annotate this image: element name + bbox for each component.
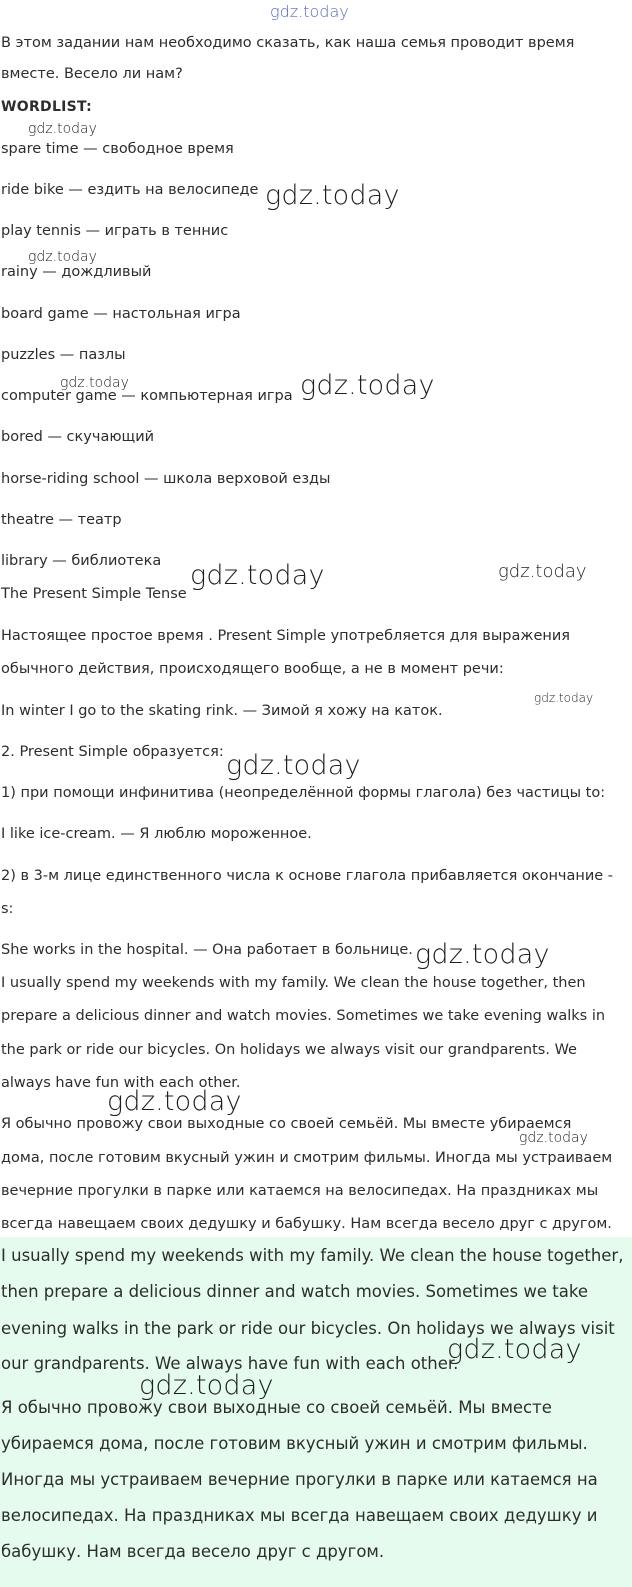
- answer-ru-line: бабушку. Нам всегда весело друг с другом.: [1, 1542, 385, 1561]
- wordlist-item: ride bike — ездить на велосипеде: [1, 182, 259, 198]
- wordlist-item: horse-riding school — школа верховой езды: [1, 471, 331, 487]
- wordlist-item: rainy — дождливый: [1, 264, 152, 280]
- watermark-logo: gdz.today: [534, 691, 594, 705]
- wordlist-item: spare time — свободное время: [1, 141, 234, 157]
- answer-ru-line: Я обычно провожу свои выходные со своей семьёй. Мы вместе: [1, 1398, 552, 1417]
- wordlist-item: library — библиотека: [1, 553, 162, 569]
- watermark-logo: gdz.today: [265, 180, 400, 211]
- watermark-logo: gdz.today: [300, 370, 435, 401]
- watermark-logo: gdz.today: [415, 939, 550, 970]
- intro-line: вместе. Весело ли нам?: [1, 66, 183, 82]
- grammar-line: Настоящее простое время . Present Simple употребляется для выражения: [1, 628, 571, 644]
- text-ru-line: вечерние прогулки в парке или катаемся на велосипедах. На праздниках мы: [1, 1183, 599, 1199]
- watermark-logo: gdz.today: [190, 560, 325, 591]
- answer-en-line: evening walks in the park or ride our bicycles. On holidays we always visit: [1, 1319, 615, 1338]
- answer-ru-line: Иногда мы устраиваем вечерние прогулки в парке или катаемся на: [1, 1470, 598, 1489]
- watermark-logo: gdz.today: [270, 2, 349, 21]
- watermark-logo: gdz.today: [519, 1130, 588, 1146]
- text-en-line: prepare a delicious dinner and watch movies. Sometimes we take evening walks in: [1, 1008, 606, 1024]
- grammar-line: 1) при помощи инфинитива (неопределённой формы глагола) без частицы to:: [1, 785, 606, 801]
- grammar-line: обычного действия, происходящего вообще, а не в момент речи:: [1, 661, 504, 677]
- answer-ru-line: убираемся дома, после готовим вкусный ужин и смотрим фильмы.: [1, 1434, 588, 1453]
- watermark-logo: gdz.today: [28, 249, 97, 265]
- answer-en-line: I usually spend my weekends with my family. We clean the house together,: [1, 1246, 624, 1265]
- text-ru-line: дома, после готовим вкусный ужин и смотрим фильмы. Иногда мы устраиваем: [1, 1150, 613, 1166]
- wordlist-item: board game — настольная игра: [1, 306, 241, 322]
- text-ru-line: Я обычно провожу свои выходные со своей семьёй. Мы вместе убираемся: [1, 1116, 572, 1132]
- watermark-logo: gdz.today: [139, 1370, 274, 1401]
- text-en-line: the park or ride our bicycles. On holidays we always visit our grandparents. We: [1, 1042, 577, 1058]
- wordlist-item: computer game — компьютерная игра: [1, 388, 293, 404]
- grammar-line: I like ice-cream. — Я люблю мороженное.: [1, 826, 312, 842]
- watermark-logo: gdz.today: [28, 121, 97, 137]
- answer-en-line: our grandparents. We always have fun with each other.: [1, 1354, 459, 1373]
- grammar-line: In winter I go to the skating rink. — Зимой я хожу на каток.: [1, 703, 443, 719]
- wordlist-item: bored — скучающий: [1, 429, 155, 445]
- text-en-line: I usually spend my weekends with my family. We clean the house together, then: [1, 975, 586, 991]
- wordlist-item: play tennis — играть в теннис: [1, 223, 229, 239]
- answer-ru-line: велосипедах. На праздниках мы всегда навещаем своих дедушку и: [1, 1506, 598, 1525]
- grammar-line: She works in the hospital. — Она работает в больнице.: [1, 942, 413, 958]
- grammar-line: s:: [1, 901, 14, 917]
- grammar-line: 2. Present Simple образуется:: [1, 744, 224, 760]
- wordlist-item: puzzles — пазлы: [1, 347, 126, 363]
- watermark-logo: gdz.today: [107, 1086, 242, 1117]
- watermark-logo: gdz.today: [447, 1334, 582, 1365]
- watermark-logo: gdz.today: [498, 561, 587, 582]
- grammar-line: 2) в 3-м лице единственного числа к основе глагола прибавляется окончание -: [1, 868, 614, 884]
- wordlist-heading: WORDLIST:: [1, 99, 93, 115]
- watermark-logo: gdz.today: [226, 750, 361, 781]
- text-ru-line: всегда навещаем своих дедушку и бабушку. Нам всегда весело друг с другом.: [1, 1216, 612, 1232]
- grammar-title: The Present Simple Tense: [1, 586, 187, 602]
- answer-en-line: then prepare a delicious dinner and watch movies. Sometimes we take: [1, 1282, 588, 1301]
- text-en-line: always have fun with each other.: [1, 1075, 241, 1091]
- intro-line: В этом задании нам необходимо сказать, как наша семья проводит время: [1, 35, 575, 51]
- watermark-logo: gdz.today: [60, 375, 129, 391]
- wordlist-item: theatre — театр: [1, 512, 122, 528]
